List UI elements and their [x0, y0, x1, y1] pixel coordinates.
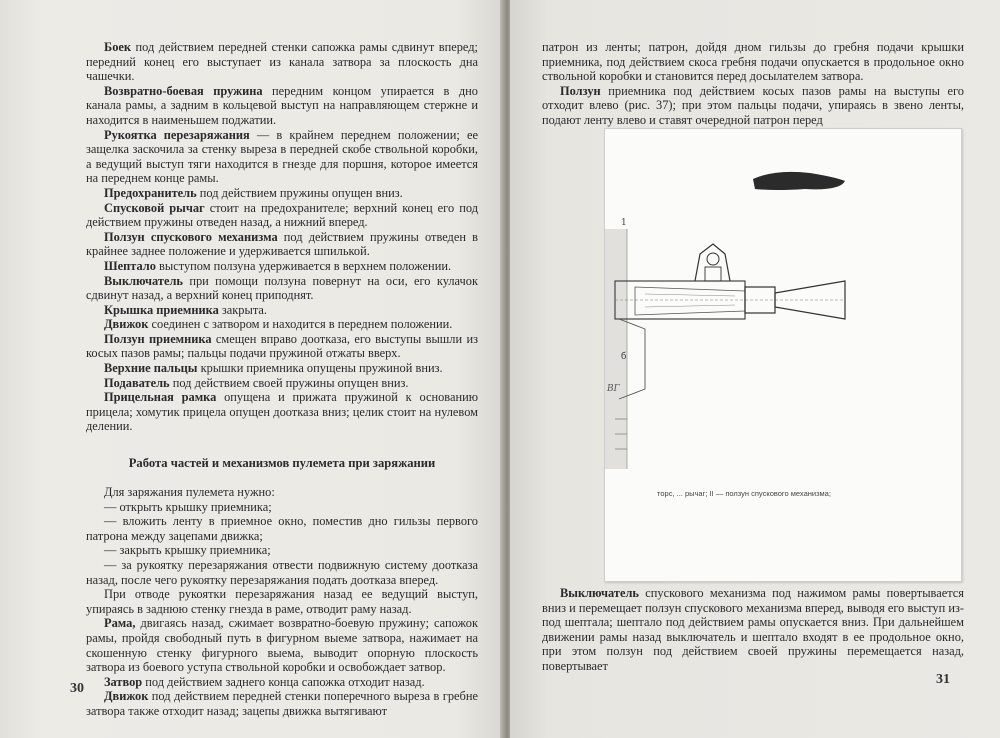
paragraph-text: — закрыть крышку приемника; — [104, 543, 271, 558]
paragraph-text: смещен вправо доотказа, его выступы вышли из косых пазов рамы; пальцы подачи пружиной отжаты вверх. — [86, 331, 478, 361]
term: Ползун — [560, 83, 601, 98]
paragraph-text: закрыта. — [218, 302, 267, 317]
paragraph-text: под действием заднего конца сапожка отходит назад. — [142, 674, 425, 689]
term: Ползун приемника — [104, 331, 212, 346]
term: Выключатель — [104, 273, 183, 288]
paragraph-text: — открыть крышку приемника; — [104, 499, 272, 514]
paragraph-text: под действием своей пружины опущен вниз. — [169, 375, 409, 390]
paragraph-text: При отводе рукоятки перезаряжания назад ее ведущий выступ, упираясь в заднюю стенку гнезда в раме, отводит раму назад. — [86, 587, 478, 616]
left-text-block-2 — [86, 485, 478, 719]
term: Верхние пальцы — [104, 361, 198, 376]
right-top-text: патрон из ленты; патрон, дойдя дном гильзы до гребня подачи крышки приемника, под действием скоса гребня подачи опускается в продольное окно ствольной коробки и становится перед досылателем затвора. — [542, 40, 964, 84]
term: Выключатель — [560, 586, 639, 600]
paragraph-text: двигаясь назад, сжимает возвратно-боевую пружину; сапожок рамы, пройдя свободный путь в фигурном выеме затвора, нажимает на скошенную стенку фигурного выема, выводит опорную плоскость затвора из боевого уступа ствольной коробки и освобождает затвор. — [86, 616, 478, 675]
paragraph — [86, 587, 478, 616]
page-number-right: 31 — [936, 672, 950, 687]
fig-label-1: 1 — [621, 218, 627, 228]
paragraph-text: — в крайнем переднем положении; ее защелка заскочила за стенку выреза в передней скобе ствольной коробки, а ведущий выступ тяги находится в гнезде для поршня, которое имеется на переднем конце рамы. — [86, 127, 478, 186]
paragraph — [86, 84, 478, 128]
paragraph-text: стоит на предохранителе; верхний конец его под действием пружины отведен назад, а нижний вперед. — [86, 200, 478, 230]
term: Предохранитель — [104, 185, 197, 200]
paragraph — [86, 40, 478, 84]
paragraph — [86, 259, 478, 274]
right-top-para2 — [542, 84, 964, 128]
paragraph — [86, 303, 478, 318]
cut-strip — [605, 229, 627, 469]
right-top-para2-text: приемника под действием косых пазов рамы на выступы его отходит влево (рис. 37); при этом пальцы подачи, упираясь в звено ленты, подают ленту влево и ставят очередной патрон перед — [542, 83, 964, 127]
paragraph — [86, 500, 478, 515]
right-bottom-text — [542, 586, 964, 674]
paragraph — [86, 689, 478, 718]
fig-label-2: б — [621, 352, 627, 362]
term: Ползун спускового механизма — [104, 229, 278, 244]
right-bottom-para-text: спускового механизма под нажимом рамы повертывается вниз и перемещает ползун спускового механизма вперед, выводя его выступ из-под шептала; шептало под действием рамы опускается вниз. При дальнейшем движении рамы назад выключатель и шептало входят в ее продольное окно, при этом ползун под действием своей пружины перемещается назад, повертывает — [542, 586, 964, 673]
paragraph — [86, 274, 478, 303]
left-text-block — [86, 40, 478, 434]
paragraph-text: под действием передней стенки поперечного выреза в гребне затвора также отходит назад; зацепы движка вытягивают — [86, 689, 478, 718]
paragraph — [86, 128, 478, 186]
paragraph — [86, 201, 478, 230]
paragraph — [86, 675, 478, 690]
term: Затвор — [104, 674, 143, 689]
paragraph-text: соединен с затвором и находится в переднем положении. — [148, 317, 453, 332]
term: Подаватель — [104, 375, 170, 390]
ink-blot — [753, 172, 845, 190]
term: Спусковой рычаг — [104, 200, 205, 215]
paragraph — [86, 485, 478, 500]
paragraph-text: под действием пружины отведен в крайнее заднее положение и удерживается шпилькой. — [86, 229, 478, 259]
term: Рукоятка перезаряжания — [104, 127, 250, 142]
paragraph — [86, 317, 478, 332]
term: Боек — [104, 40, 132, 54]
page-number-left: 30 — [70, 681, 84, 696]
term: Крышка приемника — [104, 302, 219, 317]
paragraph — [86, 390, 478, 434]
paragraph — [86, 514, 478, 543]
paragraph-text: крышки приемника опущены пружиной вниз. — [197, 361, 443, 376]
term: Шептало — [104, 258, 156, 273]
fig-label-3: ВГ — [607, 384, 620, 394]
figure-caption: торс, ... рычаг; II — ползун спускового механизма; — [657, 489, 831, 498]
paragraph — [86, 332, 478, 361]
paragraph-text: Для заряжания пулемета нужно: — [104, 485, 275, 500]
paragraph-text: под действием передней стенки сапожка рамы сдвинут вперед; передний конец его выступает из канала затвора за плоскость дна чашечки. — [86, 40, 478, 84]
term: Прицельная рамка — [104, 390, 217, 405]
mechanism-drawing — [605, 129, 961, 581]
sight — [695, 244, 730, 281]
paragraph — [86, 361, 478, 376]
paragraph — [86, 543, 478, 558]
paragraph-text: под действием пружины опущен вниз. — [196, 185, 403, 200]
paragraph — [86, 186, 478, 201]
paragraph-text: при помощи ползуна повернут на оси, его кулачок сдвинут назад, а верхний конец приподнят. — [86, 273, 478, 303]
paragraph-text: — за рукоятку перезаряжания отвести подвижную систему доотказа назад, после чего рукоятку перезаряжания подать доотказа вперед. — [86, 558, 478, 587]
term: Возвратно-боевая пружина — [104, 83, 263, 98]
paragraph-text: выступом ползуна удерживается в верхнем положении. — [155, 258, 452, 273]
term: Движок — [104, 689, 149, 704]
term: Движок — [104, 317, 149, 332]
paragraph-text: — вложить ленту в приемное окно, поместив дно гильзы первого патрона между зацепами движка; — [86, 514, 478, 543]
section-heading: Работа частей и механизмов пулемета при заряжании — [128, 456, 436, 471]
figure-insert — [604, 128, 962, 582]
paragraph — [86, 230, 478, 259]
paragraph-text: передним концом упирается в дно канала рамы, а задним в кольцевой выступ на направляющем стержне и находится в наименьшем поджатии. — [86, 83, 478, 127]
term: Рама, — [104, 616, 136, 631]
right-page — [510, 0, 1000, 738]
paragraph — [86, 558, 478, 587]
paragraph — [86, 616, 478, 674]
paragraph-text: опущена и прижата пружиной к основанию прицела; хомутик прицела опущен доотказа вниз; целик стоит на нулевом делении. — [86, 390, 478, 434]
paragraph — [86, 376, 478, 391]
